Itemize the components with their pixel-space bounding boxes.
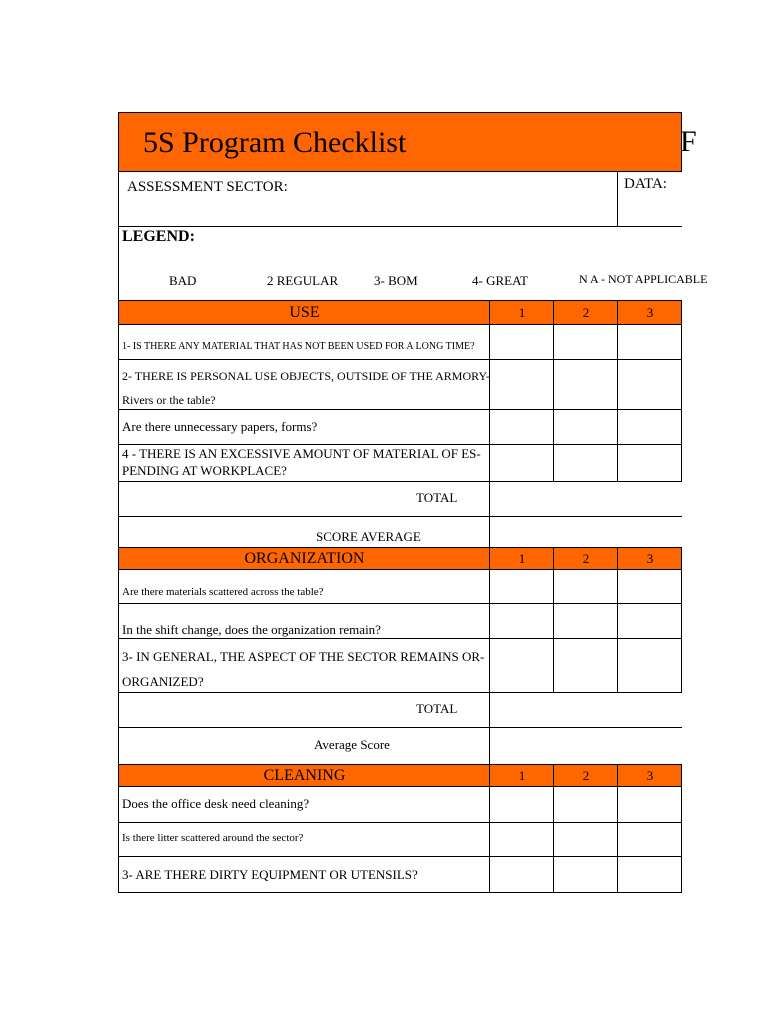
cleaning-col-1: 1	[518, 768, 526, 783]
use-heading: USE	[289, 304, 320, 321]
score-cell[interactable]	[617, 857, 682, 893]
organization-col-3: 3	[646, 551, 654, 566]
use-question-3: Are there unnecessary papers, forms?	[122, 419, 318, 434]
organization-average-row	[118, 728, 490, 764]
table-row	[118, 639, 490, 693]
organization-question-2: In the shift change, does the organization remain?	[122, 622, 381, 637]
table-row	[118, 360, 490, 410]
use-question-4: 4 - THERE IS AN EXCESSIVE AMOUNT OF MATERIAL OF ES-	[122, 446, 481, 461]
legend-heading: LEGEND:	[122, 228, 195, 245]
use-question-2: 2- THERE IS PERSONAL USE OBJECTS, OUTSIDE OF THE ARMORY-	[122, 369, 490, 383]
score-cell[interactable]	[553, 604, 618, 639]
cleaning-question-3: 3- ARE THERE DIRTY EQUIPMENT OR UTENSILS?	[122, 867, 418, 882]
score-cell[interactable]	[553, 639, 618, 693]
table-row	[118, 410, 490, 445]
score-cell[interactable]	[489, 410, 554, 445]
score-cell[interactable]	[489, 325, 554, 360]
data-label: DATA:	[624, 176, 667, 192]
use-average-row	[118, 517, 490, 548]
legend-area	[118, 227, 708, 300]
score-cell[interactable]	[489, 639, 554, 693]
cleaning-header	[118, 764, 682, 787]
use-average-value[interactable]	[489, 517, 682, 548]
cleaning-heading: CLEANING	[263, 767, 346, 784]
use-header	[118, 300, 682, 325]
score-cell[interactable]	[617, 360, 682, 410]
organization-average-label: Average Score	[314, 737, 390, 752]
legend-not-applicable: N A - NOT APPLICABLE	[579, 272, 708, 286]
score-cell[interactable]	[617, 325, 682, 360]
score-cell[interactable]	[553, 857, 618, 893]
score-cell[interactable]	[617, 445, 682, 482]
score-cell[interactable]	[489, 823, 554, 857]
table-row	[118, 823, 490, 857]
title-overflow-text: F	[680, 125, 697, 158]
title-bar	[118, 112, 682, 172]
cleaning-question-1: Does the office desk need cleaning?	[122, 796, 310, 811]
use-question-4-cont: PENDING AT WORKPLACE?	[122, 463, 287, 478]
table-row	[118, 857, 490, 893]
legend-bom: 3- BOM	[374, 273, 418, 288]
use-question-2-cont: Rivers or the table?	[122, 393, 216, 407]
score-cell[interactable]	[553, 410, 618, 445]
use-col-3: 3	[646, 305, 654, 320]
page-title: 5S Program Checklist	[143, 126, 407, 159]
organization-average-value[interactable]	[489, 728, 682, 764]
score-cell[interactable]	[617, 787, 682, 823]
score-cell[interactable]	[553, 360, 618, 410]
organization-col-2: 2	[582, 551, 590, 566]
organization-heading: ORGANIZATION	[244, 550, 365, 567]
cleaning-question-2: Is there litter scattered around the sector?	[122, 832, 304, 844]
score-cell[interactable]	[553, 823, 618, 857]
score-cell[interactable]	[489, 360, 554, 410]
data-field[interactable]	[618, 172, 682, 227]
cleaning-col-2: 2	[582, 768, 590, 783]
organization-question-1: Are there materials scattered across the table?	[122, 586, 324, 598]
score-cell[interactable]	[489, 570, 554, 604]
legend-bad: BAD	[169, 273, 197, 288]
table-row	[118, 325, 490, 360]
use-total-label: TOTAL	[416, 490, 458, 505]
score-cell[interactable]	[489, 445, 554, 482]
score-cell[interactable]	[553, 787, 618, 823]
use-col-1: 1	[518, 305, 526, 320]
legend-great: 4- GREAT	[472, 273, 528, 288]
score-cell[interactable]	[553, 325, 618, 360]
table-row	[118, 604, 490, 639]
table-row	[118, 570, 490, 604]
organization-question-3-cont: ORGANIZED?	[122, 674, 204, 689]
score-cell[interactable]	[617, 604, 682, 639]
score-cell[interactable]	[553, 570, 618, 604]
score-cell[interactable]	[617, 570, 682, 604]
table-row	[118, 787, 490, 823]
score-cell[interactable]	[489, 857, 554, 893]
use-total-row	[118, 482, 490, 517]
score-cell[interactable]	[489, 604, 554, 639]
table-row	[118, 445, 490, 482]
score-cell[interactable]	[553, 445, 618, 482]
use-average-label: SCORE AVERAGE	[316, 529, 421, 544]
assessment-sector-label: ASSESSMENT SECTOR:	[127, 179, 288, 195]
organization-total-value[interactable]	[489, 693, 682, 728]
use-question-1: 1- IS THERE ANY MATERIAL THAT HAS NOT BEEN USED FOR A LONG TIME?	[122, 341, 475, 352]
score-cell[interactable]	[617, 823, 682, 857]
assessment-sector-field[interactable]	[118, 172, 618, 227]
score-cell[interactable]	[617, 639, 682, 693]
legend-regular: 2 REGULAR	[267, 273, 339, 288]
organization-col-1: 1	[518, 551, 526, 566]
organization-question-3: 3- IN GENERAL, THE ASPECT OF THE SECTOR REMAINS OR-	[122, 649, 485, 664]
organization-header	[118, 547, 682, 570]
organization-total-row	[118, 693, 490, 728]
score-cell[interactable]	[489, 787, 554, 823]
organization-total-label: TOTAL	[416, 701, 458, 716]
use-col-2: 2	[582, 305, 590, 320]
score-cell[interactable]	[617, 410, 682, 445]
use-total-value[interactable]	[489, 482, 682, 517]
cleaning-col-3: 3	[646, 768, 654, 783]
